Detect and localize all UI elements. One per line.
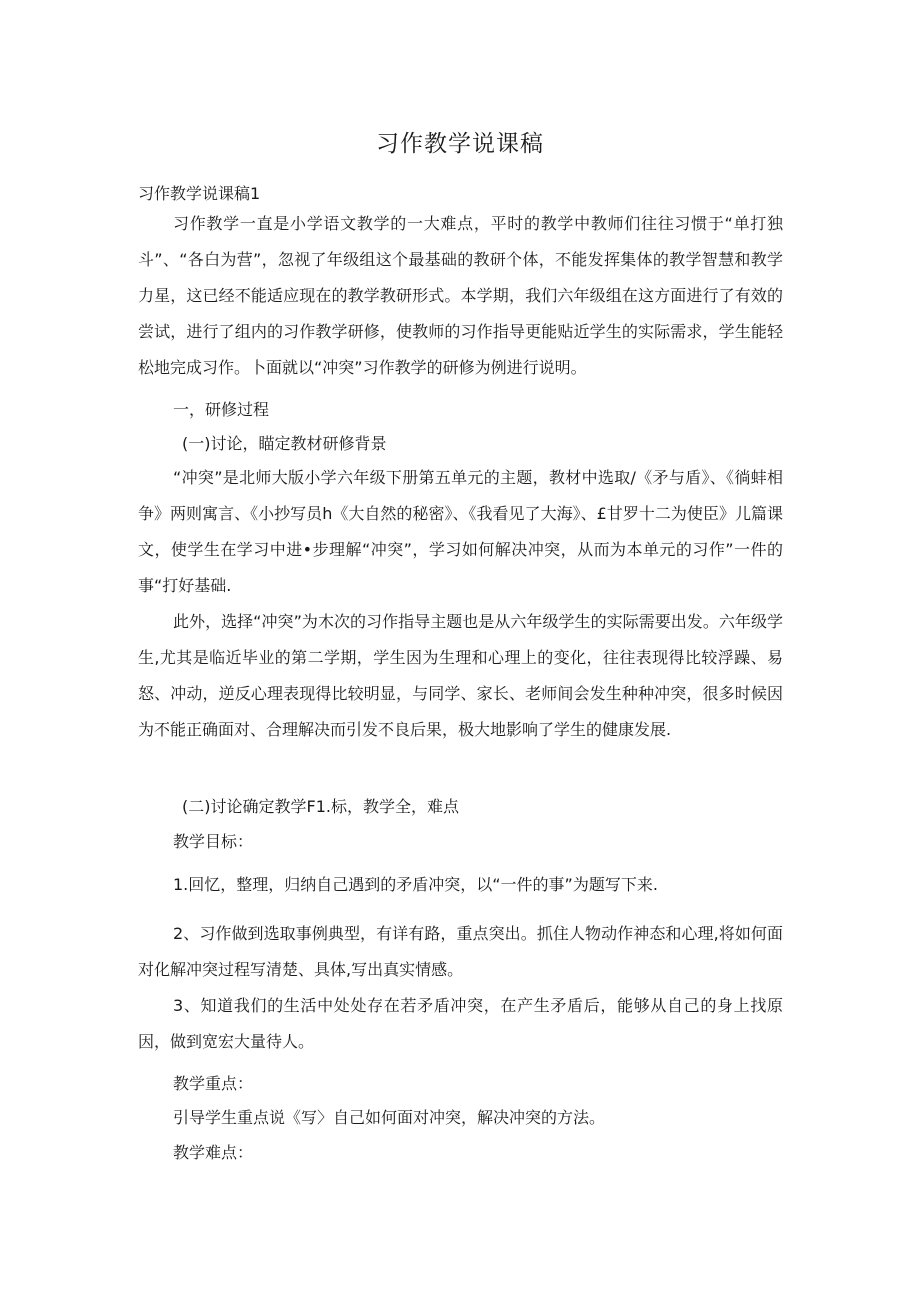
- heading-research-process: 一，研修过程: [173, 400, 270, 419]
- heading-teaching-goals-discussion: (二)讨论确定教学F1.标，教学全，难点: [182, 797, 459, 816]
- heading-key-points: 教学重点：: [173, 1074, 254, 1093]
- section-subtitle: 习作教学说课稿1: [138, 184, 261, 203]
- key-point-text: 引导学生重点说《写〉自己如何面对冲突，解决冲突的方法。: [173, 1108, 606, 1127]
- goal-item-2: 2、习作做到选取事例典型，有详有路，重点突出。抓住人物动作神态和心理,将如何面对化解冲突过程写清楚、具体,写出真实情感。: [138, 924, 783, 979]
- goal-item-1: 1.回忆，整理，归纳自己遇到的矛盾冲突，以“一件的事”为题写下来.: [173, 875, 658, 894]
- conflict-theme-paragraph: “冲突”是北师大版小学六年级下册第五单元的主题，教材中选取/《矛与盾》、《徜蚌相争》两则寓言、《小抄写员h《大自然的秘密》、《我看见了大海》、£甘罗十二为使臣》儿篇课文，使学生在学习中进•步理解“冲突”，学习如何解决冲突，从而为本单元的习作”一件的事“打好基础.: [138, 468, 783, 595]
- goal-item-3: 3、知道我们的生活中处处存在若矛盾冲突，在产生矛盾后，能够从自己的身上找原因，做到宽宏大量待人。: [138, 996, 783, 1051]
- page-title: 习作教学说课稿: [376, 131, 544, 157]
- topic-reason-paragraph: 此外，选择“冲突”为木次的习作指导主题也是从六年级学生的实际需要出发。六年级学生,尤其是临近毕业的第二学期，学生因为生理和心理上的变化，往往表现得比较浮躁、易怒、冲动，逆反心理表现得比较明显，与同学、家长、老师间会发生种种冲突，很多时候因为不能正确面对、合理解决而引发不良后果，极大地影响了学生的健康发展.: [138, 612, 783, 739]
- intro-paragraph: 习作教学一直是小学语文教学的一大难点，平时的教学中教师们往往习惯于“单打独斗”、“各白为营”，忽视了年级组这个最基础的教研个体，不能发挥集体的教学智慧和教学力星，这已经不能适应现在的教学教研形式。本学期，我们六年级组在这方面进行了有效的尝试，进行了组内的习作教学研修，使教师的习作指导更能贴近学生的实际需求，学生能轻松地完成习作。卜面就以“冲突”习作教学的研修为例进行说明。: [138, 214, 783, 377]
- heading-difficult-points: 教学难点：: [173, 1143, 254, 1162]
- heading-teaching-goals: 教学目标：: [173, 832, 254, 851]
- heading-discussion-background: (一)讨论，瞄定教材研修背景: [182, 434, 387, 453]
